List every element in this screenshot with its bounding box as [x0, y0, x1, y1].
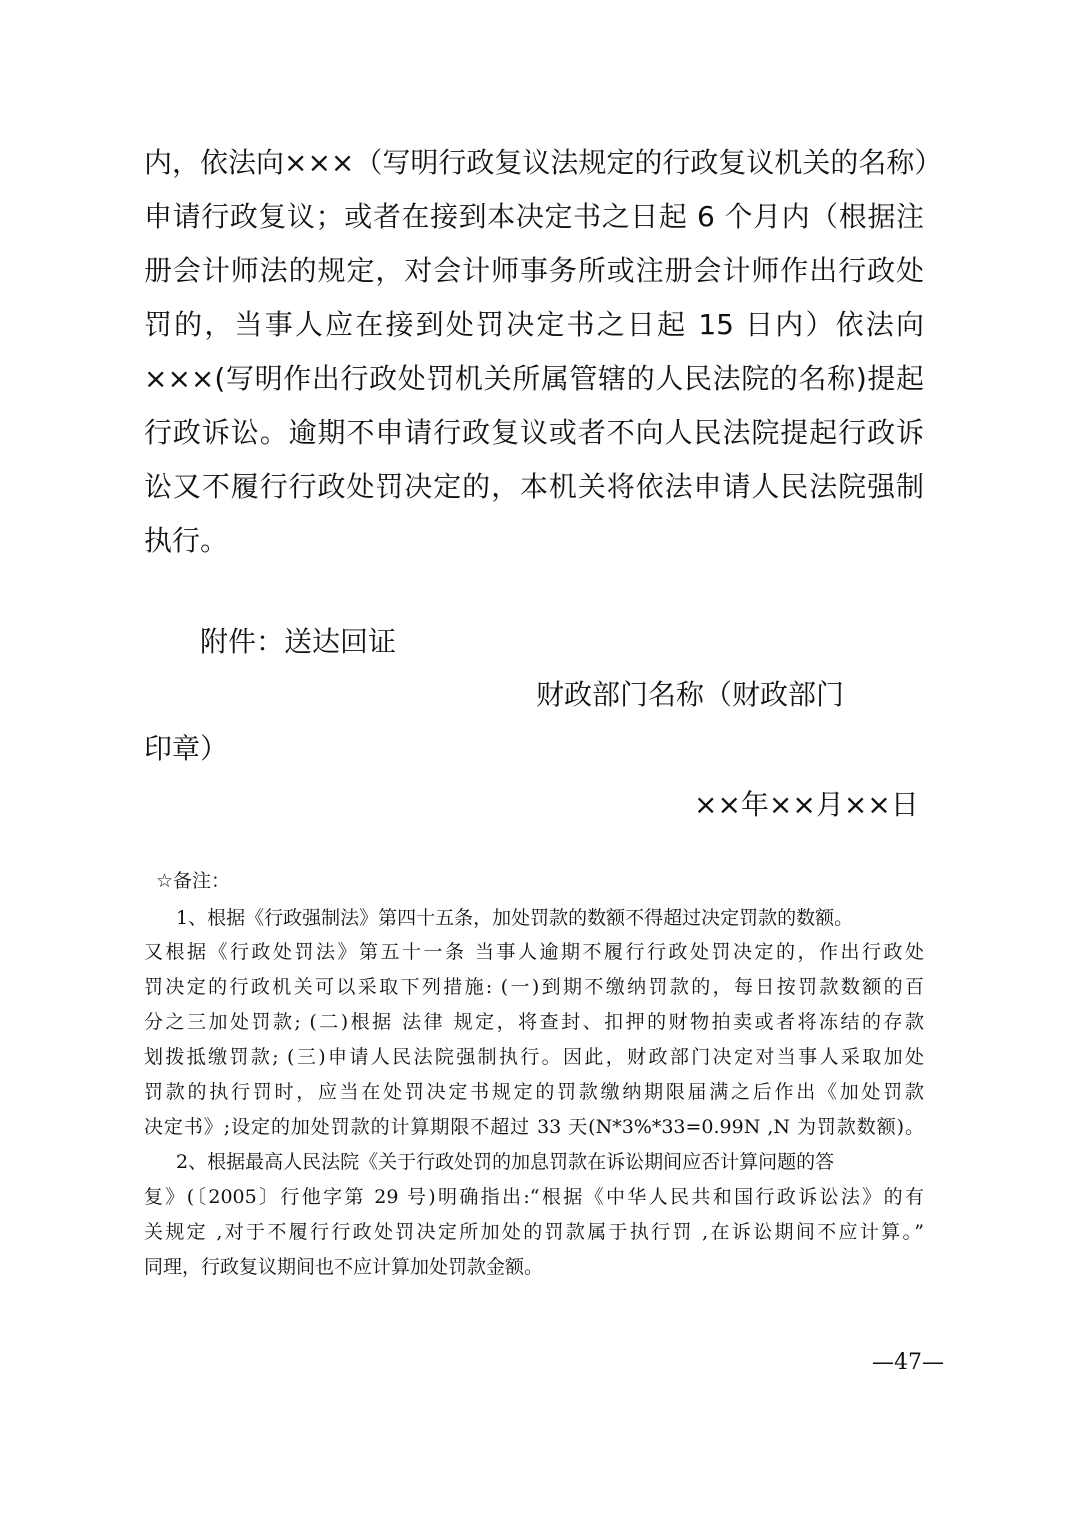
- signature-seal-line: 印章）: [144, 732, 229, 765]
- body-line: 册会计师法的规定，对会计师事务所或注册会计师作出行政处: [144, 254, 924, 287]
- body-line: 行政诉讼。逾期不申请行政复议或者不向人民法院提起行政诉: [144, 416, 924, 449]
- note-line: 分之三加处罚款; (二)根据 法律 规定，将查封、扣押的财物拍卖或者将冻结的存款: [144, 1011, 924, 1033]
- note-line: 2、根据最高人民法院《关于行政处罚的加息罚款在诉讼期间应否计算问题的答: [176, 1151, 835, 1173]
- signature-org-line: 财政部门名称（财政部门: [536, 678, 845, 711]
- body-line: 罚的，当事人应在接到处罚决定书之日起 15 日内）依法向: [144, 308, 924, 341]
- body-line: 申请行政复议；或者在接到本决定书之日起 6 个月内（根据注: [144, 200, 924, 233]
- note-line: 又根据《行政处罚法》第五十一条 当事人逾期不履行行政处罚决定的，作出行政处: [144, 941, 924, 963]
- note-line: 罚决定的行政机关可以采取下列措施: (一)到期不缴纳罚款的，每日按罚款数额的百: [144, 976, 924, 998]
- signature-date: ××年××月××日: [694, 788, 919, 821]
- note-line: 罚款的执行罚时，应当在处罚决定书规定的罚款缴纳期限届满之后作出《加处罚款: [144, 1081, 924, 1103]
- note-line: 同理，行政复议期间也不应计算加处罚款金额。: [144, 1256, 544, 1278]
- body-line: 执行。: [144, 524, 229, 557]
- page-number: —47—: [872, 1350, 944, 1375]
- note-line: 关规定 ,对于不履行行政处罚决定所加处的罚款属于执行罚 ,在诉讼期间不应计算。”: [144, 1221, 924, 1243]
- body-line: 讼又不履行行政处罚决定的，本机关将依法申请人民法院强制: [144, 470, 924, 503]
- note-line: 决定书》;设定的加处罚款的计算期限不超过 33 天(N*3%*33=0.99N ,N 为罚款数额)。: [144, 1116, 924, 1138]
- notes-heading: ☆备注：: [156, 870, 231, 892]
- body-line: ×××(写明作出行政处罚机关所属管辖的人民法院的名称)提起: [144, 362, 924, 395]
- attachment-line: 附件：送达回证: [200, 625, 397, 658]
- note-line: 划拨抵缴罚款; (三)申请人民法院强制执行。因此，财政部门决定对当事人采取加处: [144, 1046, 924, 1068]
- note-line: 复》(〔2005〕行他字第 29 号)明确指出:“根据《中华人民共和国行政诉讼法》的有: [144, 1186, 924, 1208]
- body-line: 内，依法向×××（写明行政复议法规定的行政复议机关的名称）: [144, 146, 943, 179]
- note-line: 1、根据《行政强制法》第四十五条，加处罚款的数额不得超过决定罚款的数额。: [176, 907, 854, 929]
